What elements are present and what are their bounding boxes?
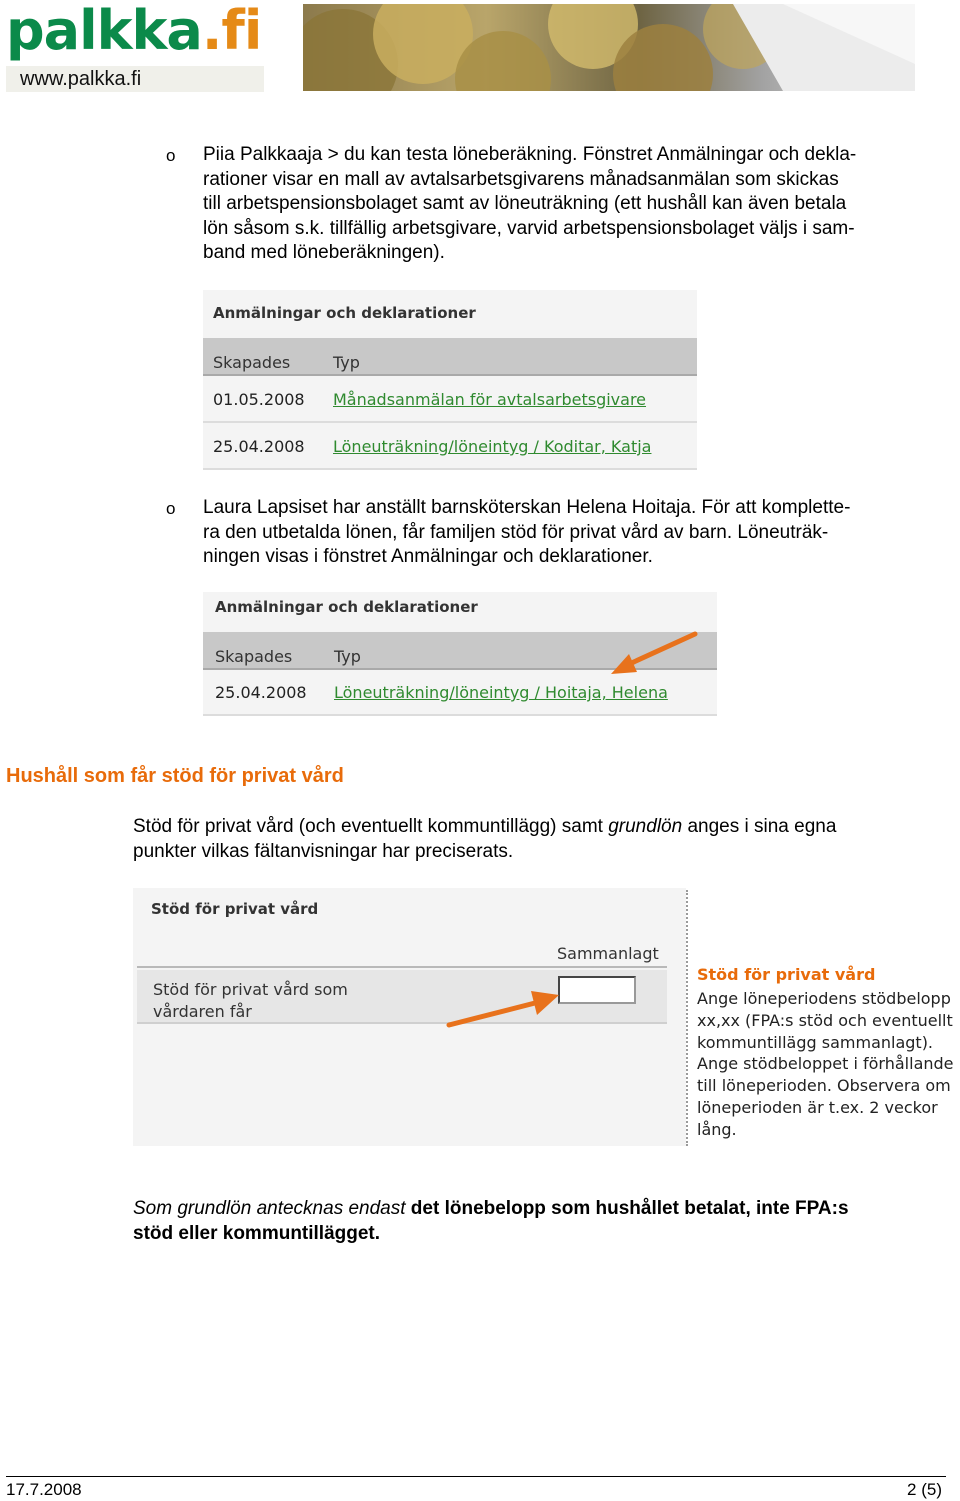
row-date: 25.04.2008 (213, 437, 305, 456)
bullet-marker: o (166, 499, 176, 518)
help-line: Ange stödbeloppet i förhållande (697, 1054, 954, 1074)
coins-illustration (303, 4, 915, 91)
text-line: band med löneberäkningen). (203, 242, 445, 264)
note-line-2: stöd eller kommuntillägget. (133, 1223, 381, 1244)
logo-suffix: .fi (201, 0, 262, 62)
panel-title: Anmälningar och deklarationer (215, 598, 478, 616)
column-type: Typ (333, 353, 360, 372)
table-row (203, 378, 697, 423)
note-bold: det lönebelopp som hushållet betalat, inte FPA:s (405, 1198, 849, 1219)
form-row (137, 970, 667, 1024)
logo-url: www.palkka.fi (6, 66, 264, 92)
column-total: Sammanlagt (557, 944, 659, 963)
help-line: Ange löneperiodens stödbelopp (697, 989, 951, 1008)
private-care-panel (133, 888, 686, 1146)
column-created: Skapades (213, 353, 291, 372)
help-line: kommuntillägg sammanlagt). (697, 1032, 934, 1052)
logo-main: palkka (6, 0, 202, 62)
help-line: lång. (697, 1119, 737, 1139)
panel-title: Anmälningar och deklarationer (213, 304, 476, 322)
text-line: Laura Lapsiset har anställt barnsköterskan Helena Hoitaja. För att komplette- (203, 497, 851, 518)
document-link[interactable]: Månadsanmälan för avtalsarbetsgivare (333, 390, 647, 409)
table-row (203, 672, 717, 716)
header-banner-image (303, 4, 915, 91)
note-line-1 (133, 1197, 849, 1222)
table-header (203, 338, 697, 376)
document-link[interactable]: Löneuträkning/löneintyg / Hoitaja, Helena (334, 683, 668, 702)
bullet-marker: o (166, 146, 176, 165)
support-amount-input[interactable] (558, 976, 636, 1004)
text-line: ningen visas i fönstret Anmälningar och deklarationer. (203, 546, 653, 568)
text-line: till arbetspensionsbolaget samt av löneuträkning (ett hushåll kan även betala (203, 193, 847, 215)
document-link[interactable]: Löneuträkning/löneintyg / Koditar, Katja (333, 437, 652, 456)
logo-text (6, 0, 261, 64)
help-title: Stöd för privat vård (697, 965, 876, 984)
declarations-panel-2 (203, 592, 717, 716)
help-line: löneperioden är t.ex. 2 veckor (697, 1097, 938, 1117)
note-italic: Som grundlön antecknas endast (133, 1198, 406, 1219)
intro-line-1 (133, 815, 836, 840)
intro-line-2: punkter vilkas fältanvisningar har preciserats. (133, 841, 514, 862)
text-line: Piia Palkkaaja > du kan testa löneberäkning. Fönstret Anmälningar och dekla- (203, 144, 857, 165)
pointer-arrow-icon (603, 628, 703, 678)
help-line: till löneperioden. Observera om (697, 1076, 951, 1096)
table-row (203, 425, 697, 470)
panel-header (137, 936, 667, 968)
declarations-panel-1 (203, 290, 697, 470)
section-heading: Hushåll som får stöd för privat vård (6, 765, 344, 787)
text-line: rationer visar en mall av avtalsarbetsgivarens månadsanmälan som skickas (203, 168, 839, 190)
footer-divider (6, 1476, 946, 1477)
field-label: Stöd för privat vård som (153, 980, 348, 999)
intro-text: Stöd för privat vård (och eventuellt kommuntillägg) samt (133, 816, 609, 837)
intro-emphasis: grundlön (608, 816, 683, 837)
dotted-divider (686, 890, 688, 1146)
column-created: Skapades (215, 647, 293, 666)
help-line: xx,xx (FPA:s stöd och eventuellt (697, 1010, 953, 1030)
help-text (697, 988, 959, 1141)
column-type: Typ (334, 647, 361, 666)
footer-page-number: 2 (5) (907, 1480, 942, 1499)
intro-text: anges i sina egna (682, 816, 837, 837)
footer-date: 17.7.2008 (6, 1480, 82, 1499)
row-date: 25.04.2008 (215, 683, 307, 702)
row-date: 01.05.2008 (213, 390, 305, 409)
logo (6, 0, 264, 92)
panel-title: Stöd för privat vård (151, 900, 319, 918)
text-line: ra den utbetalda lönen, får familjen stöd för privat vård av barn. Löneuträk- (203, 521, 829, 543)
text-line: lön såsom s.k. tillfällig arbetsgivare, varvid arbetspensionsbolaget väljs i sam- (203, 217, 855, 239)
field-label: vårdaren får (153, 1002, 252, 1021)
pointer-arrow-icon (443, 983, 563, 1033)
